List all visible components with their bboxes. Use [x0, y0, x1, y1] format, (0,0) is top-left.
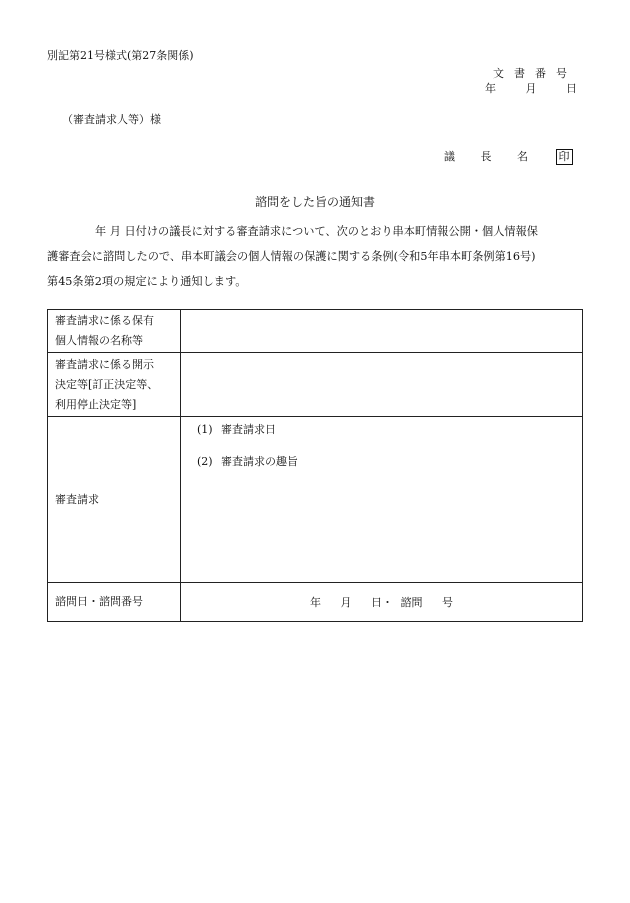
value-day: 日・ — [371, 596, 393, 609]
item-label: 審査請求日 — [221, 423, 276, 436]
request-details — [181, 417, 582, 582]
table-label-cell — [48, 310, 181, 353]
row4-label: 諮問日・諮問番号 — [55, 595, 143, 608]
date-day: 日 — [566, 82, 577, 95]
table-row — [48, 353, 583, 417]
row3-label: 審査請求 — [55, 492, 99, 506]
value-year: 年 — [310, 596, 321, 609]
notice-table — [47, 309, 583, 622]
addressee: （審査請求人等）様 — [62, 113, 161, 126]
value-consult: 諮問 — [400, 596, 423, 609]
request-purpose-item — [197, 453, 298, 469]
chair-name-line — [444, 148, 573, 165]
item-number: (2) — [197, 455, 213, 468]
document-date — [459, 80, 577, 96]
request-date-item — [197, 421, 276, 437]
table-label-cell — [48, 353, 181, 417]
table-label-cell — [48, 417, 181, 583]
chair-char-2: 長 — [480, 150, 492, 163]
table-label-cell — [48, 583, 181, 622]
table-value-cell[interactable] — [181, 417, 583, 583]
date-year: 年 — [485, 82, 496, 95]
item-label: 審査請求の趣旨 — [221, 455, 298, 468]
body-line-3: 第45条第2項の規定により通知します。 — [47, 275, 247, 288]
table-value-cell[interactable] — [181, 310, 583, 353]
row1-label-b: 個人情報の名称等 — [55, 334, 143, 347]
table-row — [48, 310, 583, 353]
form-label: 別記第21号様式(第27条関係) — [47, 49, 194, 62]
date-month: 月 — [525, 82, 537, 95]
chair-char-3: 名 — [517, 150, 528, 163]
chair-char-1: 議 — [444, 150, 455, 163]
row2-label-c: 利用停止決定等] — [55, 397, 137, 411]
document-number-label: 文書番号 — [493, 67, 577, 80]
body-line-2: 護審査会に諮問したので、串本町議会の個人情報の保護に関する条例(令和5年串本町条例第16号) — [47, 250, 536, 263]
table-row — [48, 583, 583, 622]
notice-body — [47, 219, 587, 294]
seal-mark: 印 — [556, 149, 573, 165]
row1-label-a: 審査請求に係る保有 — [55, 314, 154, 327]
body-line-1: 年 月 日付けの議長に対する審査請求について、次のとおり串本町情報公開・個人情報保 — [95, 225, 538, 238]
value-number-suffix: 号 — [442, 596, 453, 609]
row2-label-a: 審査請求に係る開示 — [55, 357, 154, 371]
document-title: 諮問をした旨の通知書 — [254, 195, 375, 209]
table-row — [48, 417, 583, 583]
value-month: 月 — [340, 596, 352, 609]
row2-label-b: 決定等[訂正決定等、 — [55, 377, 159, 391]
consultation-date-number[interactable] — [181, 583, 583, 622]
table-value-cell[interactable] — [181, 353, 583, 417]
item-number: (1) — [197, 423, 213, 436]
